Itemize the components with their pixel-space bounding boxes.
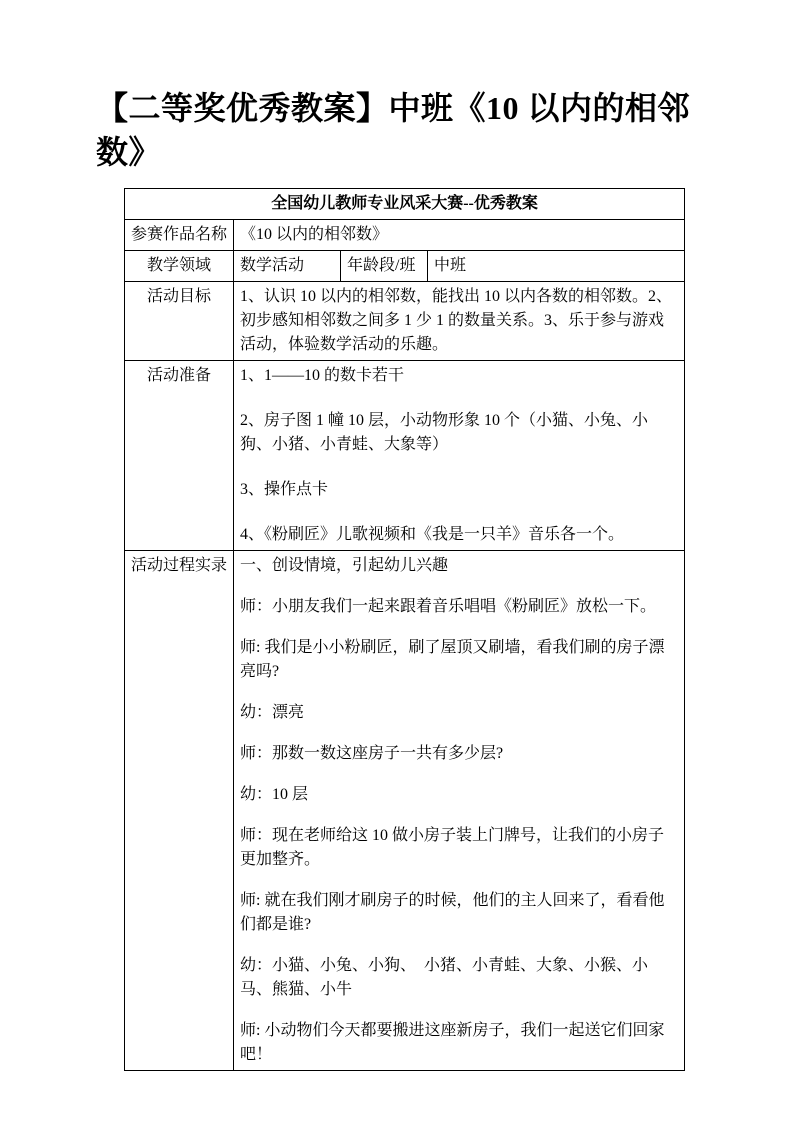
- process-line: 一、创设情境，引起幼儿兴趣: [240, 557, 449, 575]
- process-line: 师：那数一数这座房子一共有多少层?: [240, 745, 504, 763]
- process-line: 幼：小猫、小兔、小狗、 小猪、小青蛙、大象、小猴、小马、熊猫、小牛: [240, 957, 649, 999]
- process-line: 幼：10 层: [240, 786, 309, 804]
- work-name-label: 参赛作品名称: [125, 220, 234, 251]
- page-title: 【二等奖优秀教案】中班《10 以内的相邻数》: [96, 90, 691, 171]
- age-group-label: 年龄段/班: [341, 251, 428, 282]
- process-line: 师: 我们是小小粉刷匠，刷了屋顶又刷墙，看我们刷的房子漂亮吗?: [240, 639, 665, 681]
- prep-item: 3、操作点卡: [240, 481, 329, 499]
- activity-prep-row: [125, 361, 685, 551]
- age-group-value: 中班: [428, 251, 685, 282]
- activity-goals-value: 1、认识 10 以内的相邻数，能找出 10 以内各数的相邻数。2、初步感知相邻数之间多 1 少 1 的数量关系。3、乐于参与游戏活动，体验数学活动的乐趣。: [234, 282, 685, 361]
- prep-item: 1、1——10 的数卡若干: [240, 367, 405, 385]
- work-name-row: [125, 220, 685, 251]
- teaching-field-value: 数学活动: [234, 251, 341, 282]
- activity-process-row: [125, 551, 685, 1071]
- activity-process-value: [234, 551, 685, 1071]
- process-line: 师: 小动物们今天都要搬进这座新房子，我们一起送它们回家吧！: [240, 1022, 665, 1064]
- process-line: 师: 就在我们刚才刷房子的时候，他们的主人回来了，看看他们都是谁?: [240, 892, 665, 934]
- process-line: 师：小朋友我们一起来跟着音乐唱唱《粉刷匠》放松一下。: [240, 598, 657, 616]
- work-name-value: 《10 以内的相邻数》: [234, 220, 685, 251]
- table-title: 全国幼儿教师专业风采大赛--优秀教案: [125, 189, 685, 220]
- activity-goals-row: [125, 282, 685, 361]
- activity-process-label: 活动过程实录: [125, 551, 234, 1071]
- process-line: 幼：漂亮: [240, 704, 305, 722]
- prep-item: 4、《粉刷匠》儿歌视频和《我是一只羊》音乐各一个。: [240, 526, 625, 544]
- process-line: 师：现在老师给这 10 做小房子装上门牌号，让我们的小房子更加整齐。: [240, 827, 665, 869]
- table-header-row: [125, 189, 685, 220]
- prep-item: 2、房子图 1 幢 10 层，小动物形象 10 个（小猫、小兔、小狗、小猪、小青蛙、大象等）: [240, 412, 649, 454]
- teaching-field-label: 教学领域: [125, 251, 234, 282]
- activity-prep-value: [234, 361, 685, 551]
- teaching-field-row: [125, 251, 685, 282]
- lesson-plan-table: [124, 188, 685, 1071]
- activity-goals-label: 活动目标: [125, 282, 234, 361]
- activity-prep-label: 活动准备: [125, 361, 234, 551]
